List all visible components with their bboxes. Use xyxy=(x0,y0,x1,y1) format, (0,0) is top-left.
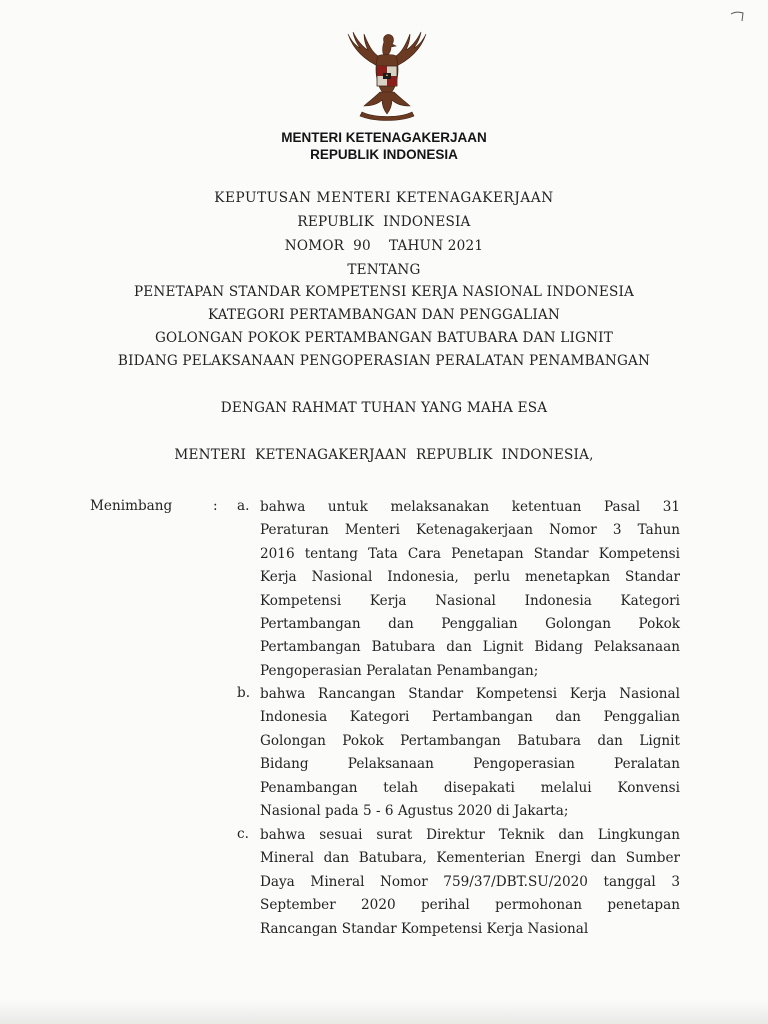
item-c-line: Rancangan Standar Kompetensi Kerja Nasional xyxy=(260,920,589,937)
item-b-line: Indonesia Kategori Pertambangan dan Penggalian xyxy=(260,709,680,726)
item-b-text xyxy=(260,683,680,823)
decree-country: REPUBLIK INDONESIA xyxy=(297,214,471,230)
item-b-line: Nasional pada 5 - 6 Agustus 2020 di Jakarta; xyxy=(260,802,569,819)
item-b-line: Penambangan telah disepakati melalui Konvensi xyxy=(260,779,680,796)
item-b-line: bahwa Rancangan Standar Kompetensi Kerja Nasional xyxy=(260,686,680,702)
item-a-line: Kerja Nasional Indonesia, perlu menetapkan Standar xyxy=(260,569,680,586)
item-a-letter: a. xyxy=(237,498,250,514)
item-a-line: Pengoperasian Peralatan Penambangan; xyxy=(260,662,539,679)
item-a-line: Kompetensi Kerja Nasional Indonesia Kategori xyxy=(260,592,680,609)
decree-subject-line4: BIDANG PELAKSANAAN PENGOPERASIAN PERALATAN PENAMBANGAN xyxy=(117,353,651,369)
decree-title: KEPUTUSAN MENTERI KETENAGAKERJAAN xyxy=(214,190,554,206)
invocation: DENGAN RAHMAT TUHAN YANG MAHA ESA xyxy=(220,400,548,416)
item-a-text xyxy=(260,496,680,683)
minister-line: MENTERI KETENAGAKERJAAN REPUBLIK INDONESIA, xyxy=(174,447,594,463)
item-c-line: Daya Mineral Nomor 759/37/DBT.SU/2020 tanggal 3 xyxy=(260,873,680,890)
item-c-letter: c. xyxy=(237,826,249,842)
item-a-line: Peraturan Menteri Ketenagakerjaan Nomor 3 Tahun xyxy=(260,522,680,539)
garuda-emblem-icon xyxy=(338,28,436,124)
menimbang-label: Menimbang xyxy=(90,498,173,514)
decree-number: NOMOR 90 TAHUN 2021 xyxy=(284,238,484,254)
item-c-line: September 2020 perihal permohonan penetapan xyxy=(260,897,680,914)
item-b-line: Golongan Pokok Pertambangan Batubara dan Lignit xyxy=(260,732,680,749)
item-a-line: 2016 tentang Tata Cara Penetapan Standar Kompetensi xyxy=(260,545,680,562)
menimbang-colon: : xyxy=(213,498,218,514)
ministry-name: MENTERI KETENAGAKERJAAN xyxy=(281,130,487,145)
item-a-line: Pertambangan Batubara dan Lignit Bidang Pelaksanaan xyxy=(260,639,680,656)
decree-subject-line2: KATEGORI PERTAMBANGAN DAN PENGGALIAN xyxy=(207,307,561,323)
item-c-line: bahwa sesuai surat Direktur Teknik dan Lingkungan xyxy=(260,827,680,843)
item-a-line: Pertambangan dan Penggalian Golongan Pokok xyxy=(260,615,680,632)
scan-mark-icon xyxy=(728,8,748,24)
item-b-letter: b. xyxy=(237,685,251,701)
page-edge xyxy=(0,1000,768,1024)
item-a-line: bahwa untuk melaksanakan ketentuan Pasal 31 xyxy=(260,499,680,515)
decree-subject-line3: GOLONGAN POKOK PERTAMBANGAN BATUBARA DAN LIGNIT xyxy=(154,330,614,346)
item-c-text xyxy=(260,824,680,941)
decree-tentang: TENTANG xyxy=(347,262,421,278)
item-b-line: Bidang Pelaksanaan Pengoperasian Peralatan xyxy=(260,756,680,773)
decree-subject-line1: PENETAPAN STANDAR KOMPETENSI KERJA NASIONAL INDONESIA xyxy=(133,284,635,300)
item-c-line: Mineral dan Batubara, Kementerian Energi dan Sumber xyxy=(260,850,680,867)
ministry-country: REPUBLIK INDONESIA xyxy=(310,147,458,162)
